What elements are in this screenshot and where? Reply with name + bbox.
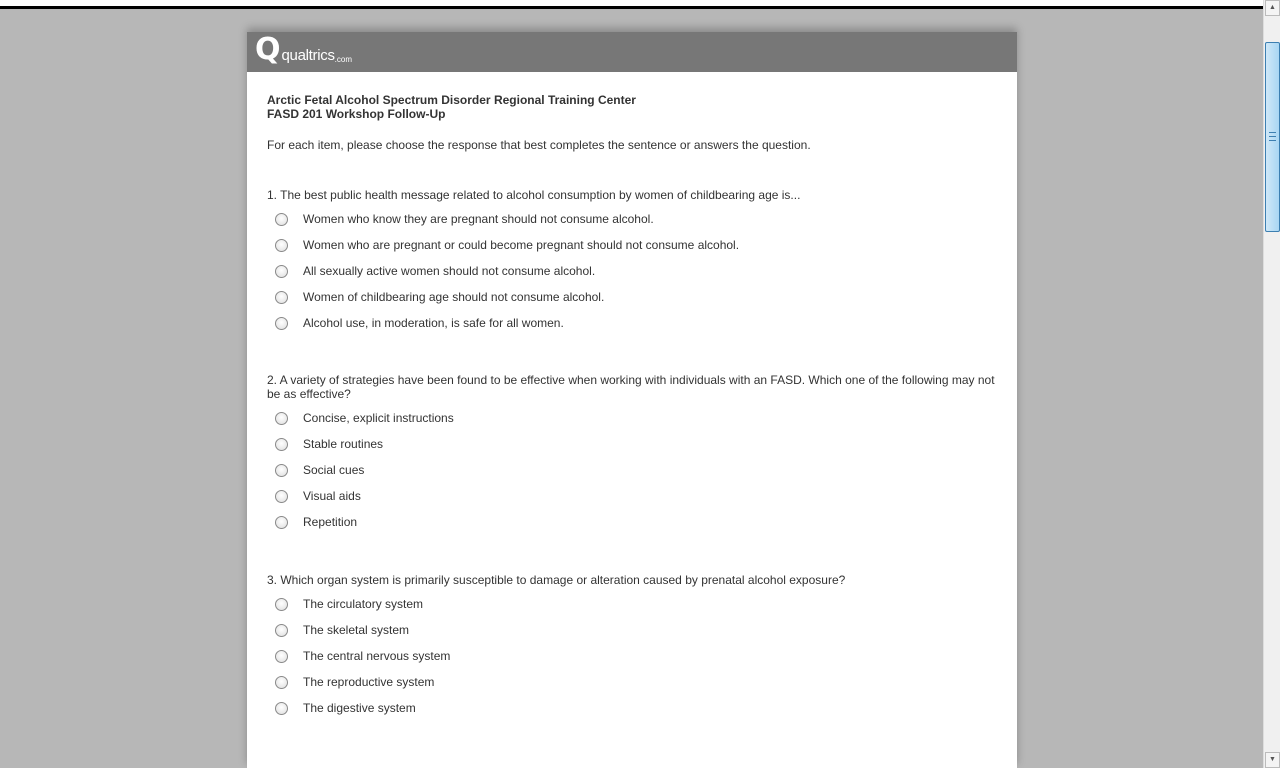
radio-button[interactable] <box>275 239 288 252</box>
choice-option[interactable] <box>267 483 997 509</box>
radio-button[interactable] <box>275 490 288 503</box>
survey-title <box>267 93 997 121</box>
choice-label[interactable]: Stable routines <box>303 437 384 451</box>
choice-option[interactable] <box>267 695 997 721</box>
choice-option[interactable] <box>267 591 997 617</box>
title-line-1: Arctic Fetal Alcohol Spectrum Disorder Regional Training Center <box>267 93 636 107</box>
survey-header <box>247 32 1017 72</box>
choice-option[interactable] <box>267 206 997 232</box>
choice-label[interactable]: All sexually active women should not consume alcohol. <box>303 264 596 278</box>
survey-page <box>247 32 1017 768</box>
radio-button[interactable] <box>275 624 288 637</box>
radio-button[interactable] <box>275 464 288 477</box>
choice-option[interactable] <box>267 617 997 643</box>
choice-label[interactable]: Visual aids <box>303 489 361 503</box>
radio-button[interactable] <box>275 213 288 226</box>
choice-option[interactable] <box>267 457 997 483</box>
top-divider <box>0 6 1263 9</box>
question-text: 1. The best public health message related to alcohol consumption by women of childbearing age is... <box>267 188 801 202</box>
choice-label[interactable]: Women of childbearing age should not consume alcohol. <box>303 290 605 304</box>
choice-option[interactable] <box>267 232 997 258</box>
choice-option[interactable] <box>267 669 997 695</box>
radio-button[interactable] <box>275 291 288 304</box>
radio-button[interactable] <box>275 412 288 425</box>
scroll-up-button[interactable]: ▲ <box>1265 0 1280 16</box>
question-1 <box>267 188 997 336</box>
qualtrics-q-icon: Q <box>255 32 281 67</box>
title-line-2: FASD 201 Workshop Follow-Up <box>267 107 446 121</box>
choice-option[interactable] <box>267 284 997 310</box>
logo-text: qualtrics <box>281 47 335 64</box>
choice-label[interactable]: The central nervous system <box>303 649 451 663</box>
radio-button[interactable] <box>275 516 288 529</box>
choice-label[interactable]: Social cues <box>303 463 365 477</box>
choice-option[interactable] <box>267 431 997 457</box>
survey-intro: For each item, please choose the response that best completes the sentence or answers the question. <box>267 138 811 152</box>
question-text: 3. Which organ system is primarily susceptible to damage or alteration caused by prenatal alcohol exposure? <box>267 573 846 587</box>
choice-label[interactable]: The reproductive system <box>303 675 435 689</box>
qualtrics-logo <box>255 32 353 67</box>
choice-option[interactable] <box>267 258 997 284</box>
choice-label[interactable]: Women who are pregnant or could become pregnant should not consume alcohol. <box>303 238 740 252</box>
radio-button[interactable] <box>275 702 288 715</box>
radio-button[interactable] <box>275 598 288 611</box>
grip-icon <box>1269 132 1276 141</box>
choice-option[interactable] <box>267 405 997 431</box>
radio-button[interactable] <box>275 676 288 689</box>
choice-label[interactable]: Alcohol use, in moderation, is safe for all women. <box>303 316 564 330</box>
choice-option[interactable] <box>267 509 997 535</box>
radio-button[interactable] <box>275 265 288 278</box>
radio-button[interactable] <box>275 438 288 451</box>
choice-option[interactable] <box>267 643 997 669</box>
scroll-down-button[interactable]: ▼ <box>1265 752 1280 768</box>
vertical-scrollbar[interactable] <box>1263 0 1280 768</box>
choice-label[interactable]: Women who know they are pregnant should not consume alcohol. <box>303 212 654 226</box>
radio-button[interactable] <box>275 317 288 330</box>
question-2 <box>267 373 997 535</box>
choice-label[interactable]: Concise, explicit instructions <box>303 411 454 425</box>
choice-option[interactable] <box>267 310 997 336</box>
question-text: 2. A variety of strategies have been found to be effective when working with individuals with an FASD. Which one of the following may not be as effective? <box>267 373 995 401</box>
choice-label[interactable]: The skeletal system <box>303 623 410 637</box>
choice-label[interactable]: The digestive system <box>303 701 416 715</box>
choice-label[interactable]: The circulatory system <box>303 597 424 611</box>
scroll-thumb[interactable] <box>1265 42 1280 232</box>
logo-suffix: .com <box>334 55 353 64</box>
question-3 <box>267 573 997 721</box>
choice-label[interactable]: Repetition <box>303 515 358 529</box>
radio-button[interactable] <box>275 650 288 663</box>
